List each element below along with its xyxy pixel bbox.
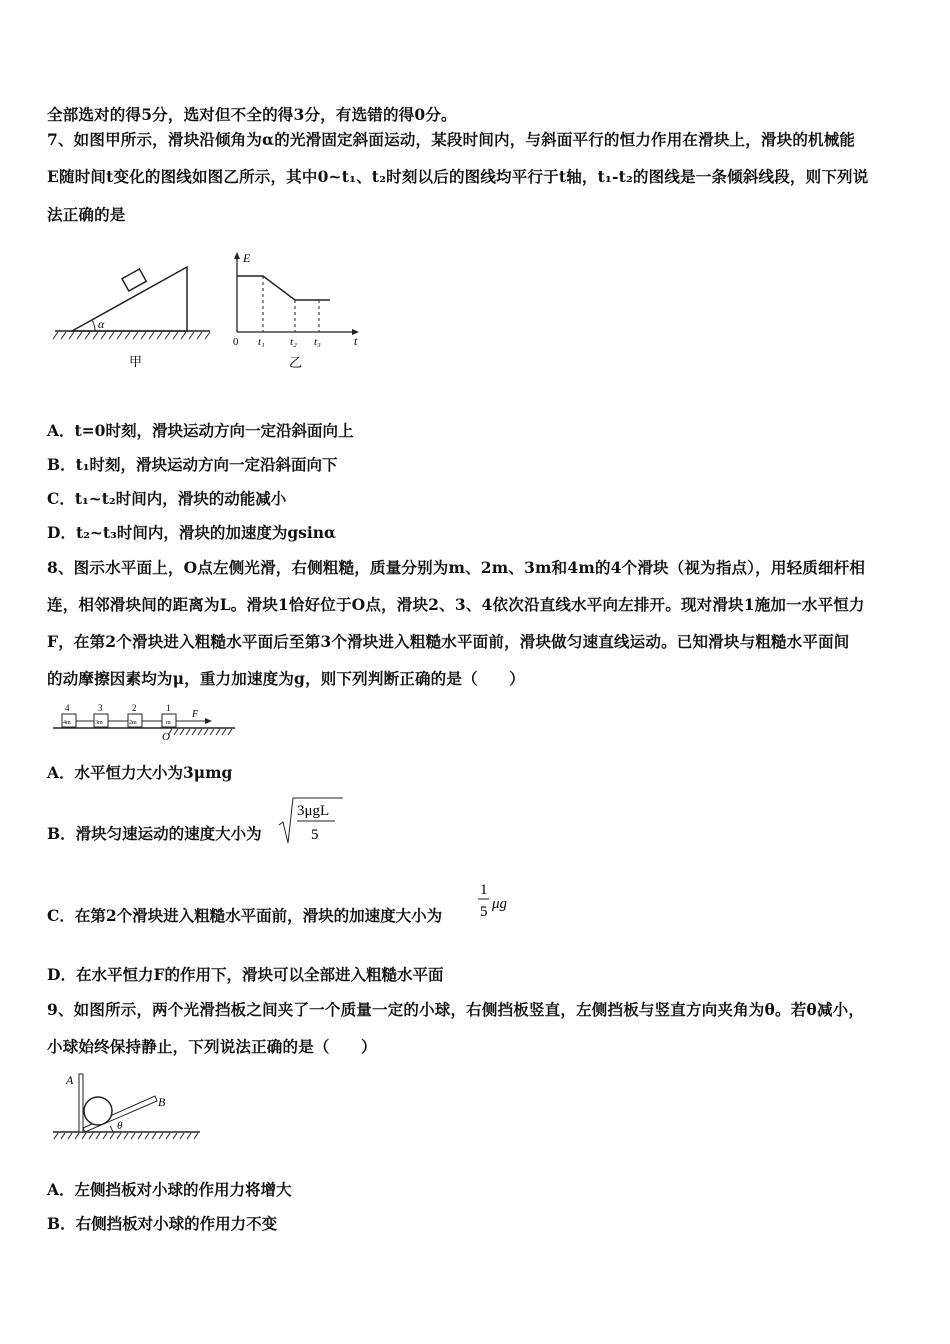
q7-option-d[interactable]: D．t₂~t₃时间内，滑块的加速度为gsinα [47, 523, 336, 542]
sqrt-expression [277, 795, 347, 847]
q9-option-b[interactable]: B．右侧挡板对小球的作用力不变 [47, 1214, 278, 1233]
q7-stem-line2: E随时间t变化的图线如图乙所示，其中0~t₁、t₂时刻以后的图线均平行于t轴，t₁-t₂的图线是一条倾斜线段，则下列说 [47, 167, 869, 186]
q9-option-a[interactable]: A．左侧挡板对小球的作用力将增大 [47, 1180, 292, 1199]
q7-stem-line3: 法正确的是 [47, 205, 126, 224]
plate-b-label: B [158, 1095, 166, 1109]
q8-option-d[interactable]: D．在水平恒力F的作用下，滑块可以全部进入粗糙水平面 [47, 965, 444, 984]
incline-figure [50, 255, 215, 375]
q9-stem-line1: 9、如图所示，两个光滑挡板之间夹了一个质量一定的小球，右侧挡板竖直，左侧挡板与竖直方向夹角为θ。若θ减小， [47, 1000, 865, 1019]
q8-option-b[interactable] [47, 822, 262, 844]
ball [84, 1097, 112, 1125]
q8-option-c-text: C．在第2个滑块进入粗糙水平面前，滑块的加速度大小为 [47, 906, 443, 925]
slider-block [122, 269, 146, 291]
ball-between-plates-figure [50, 1068, 210, 1148]
sliders-figure [50, 700, 240, 745]
force-f-label: F [192, 709, 199, 720]
fig-jia-caption: 甲 [129, 354, 143, 369]
tick-t3: t₃ [314, 336, 321, 348]
energy-curve [237, 276, 330, 300]
axis-t-label: t [354, 334, 358, 348]
tick-t1: t₁ [258, 336, 265, 348]
vertical-plate-a [79, 1074, 83, 1132]
q8-stem-line3: F，在第2个滑块进入粗糙水平面后至第3个滑块进入粗糙水平面前，滑块做匀速直线运动。已知滑块与粗糙水平面间 [47, 632, 850, 651]
block-1-label: 1 [166, 703, 171, 713]
block-4-label: 4 [65, 703, 70, 713]
q7-stem-line1: 7、如图甲所示，滑块沿倾角为α的光滑固定斜面运动，某段时间内，与斜面平行的恒力作用在滑块上，滑块的机械能 [47, 130, 856, 149]
q8-stem-line2: 连，相邻滑块间的距离为L。滑块1恰好位于O点，滑块2、3、4依次沿直线水平向左排开。现对滑块1施加一水平恒力 [47, 595, 865, 614]
plate-a-label: A [66, 1073, 74, 1087]
q8-option-c[interactable] [47, 904, 442, 926]
theta-label: θ [117, 1120, 123, 1132]
block-2-label: 2 [132, 703, 137, 713]
sqrt-denominator: 5 [311, 827, 319, 843]
q8-stem-line1: 8、图示水平面上，O点左侧光滑，右侧粗糙，质量分别为m、2m、3m和4m的4个滑块（视为指点），用轻质细杆相 [47, 558, 866, 577]
fraction-numerator: 1 [480, 882, 488, 898]
q7-option-b[interactable]: B．t₁时刻，滑块运动方向一定沿斜面向下 [47, 455, 338, 474]
fig-yi-caption: 乙 [289, 355, 303, 370]
sqrt-numerator: 3μgL [297, 803, 330, 819]
block-3-mass: 3m [95, 720, 103, 726]
fraction-tail: μg [492, 896, 508, 912]
q8-option-a[interactable]: A．水平恒力大小为3μmg [47, 763, 233, 782]
angle-alpha-label: α [98, 317, 105, 331]
q7-option-a[interactable]: A．t=0时刻，滑块运动方向一定沿斜面向上 [47, 421, 354, 440]
q7-option-c[interactable]: C．t₁~t₂时间内，滑块的动能减小 [47, 489, 287, 508]
block-2-mass: 2m [129, 720, 137, 726]
block-1-mass: m [166, 720, 171, 726]
block-4-mass: 4m [63, 720, 71, 726]
q8-option-b-text: B．滑块匀速运动的速度大小为 [47, 824, 262, 843]
q9-stem-line2: 小球始终保持静止，下列说法正确的是（ ） [47, 1037, 377, 1056]
tick-0: 0 [233, 336, 239, 348]
fraction-denominator: 5 [480, 904, 488, 920]
axis-e-label: E [243, 251, 251, 265]
fraction-expression [476, 878, 524, 924]
energy-time-graph [225, 248, 370, 373]
origin-o-label: O [162, 731, 170, 743]
intro-text: 全部选对的得5分，选对但不全的得3分，有选错的得0分。 [47, 105, 457, 124]
tick-t2: t₂ [290, 336, 297, 348]
q8-stem-line4: 的动摩擦因素均为μ，重力加速度为g，则下列判断正确的是（ ） [47, 669, 525, 688]
block-3-label: 3 [98, 703, 103, 713]
